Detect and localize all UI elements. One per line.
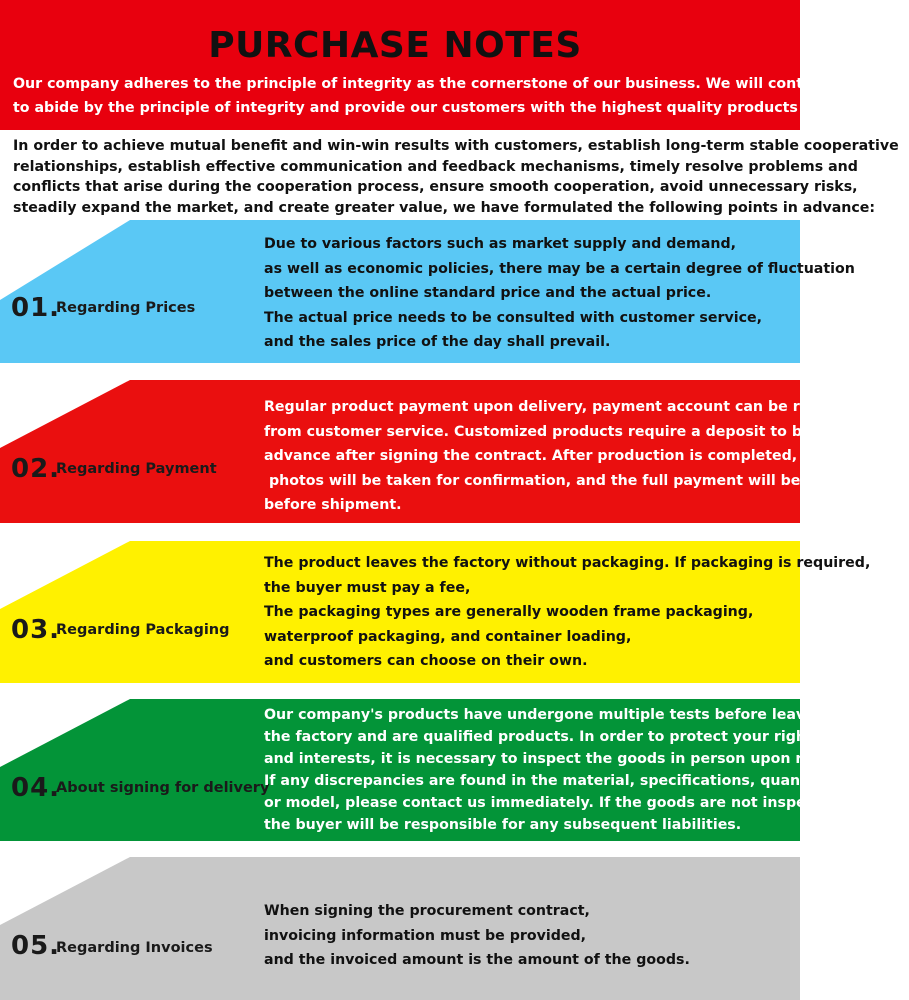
section-line: as well as economic policies, there may be a certain degree of fluctuation <box>264 260 855 277</box>
section-payment <box>0 380 875 523</box>
section-line: photos will be taken for confirmation, and the full payment will be made <box>264 472 850 489</box>
section-number: 05. <box>11 931 61 961</box>
section-line: advance after signing the contract. After production is completed, <box>264 448 798 464</box>
section-line: The actual price needs to be consulted with customer service, <box>264 309 763 326</box>
header-line: Our company adheres to the principle of integrity as the cornerstone of our business. We will continue <box>13 76 838 92</box>
header-line: to abide by the principle of integrity and provide our customers with the highest quality products and services. <box>13 100 909 116</box>
section-line: and customers can choose on their own. <box>264 653 588 669</box>
section-body <box>264 551 871 674</box>
section-packaging <box>0 541 871 683</box>
header-intro <box>13 72 909 120</box>
section-line: If any discrepancies are found in the material, specifications, quantity, <box>264 773 833 789</box>
section-title: Regarding Invoices <box>56 940 213 956</box>
section-body <box>264 395 875 518</box>
section-line: Due to various factors such as market supply and demand, <box>264 236 737 252</box>
section-line: before shipment. <box>264 497 402 513</box>
section-line: between the online standard price and the actual price. <box>264 285 712 301</box>
section-line: Regular product payment upon delivery, payment account can be requested <box>264 399 875 415</box>
section-prices <box>0 220 855 363</box>
section-line: and interests, it is necessary to inspect the goods in person upon receipt. <box>264 751 858 767</box>
section-line: invoicing information must be provided, <box>264 927 587 944</box>
section-number: 03. <box>11 615 61 645</box>
section-body <box>264 899 796 973</box>
section-title: Regarding Payment <box>56 461 217 477</box>
section-line: waterproof packaging, and container loading, <box>264 628 632 645</box>
section-line: the buyer must pay a fee, <box>264 579 471 596</box>
intro-line: steadily expand the market, and create greater value, we have formulated the following points in advance: <box>13 199 876 216</box>
section-line: Our company's products have undergone multiple tests before leaving <box>264 707 831 723</box>
section-line: the buyer will be responsible for any subsequent liabilities. <box>264 817 742 833</box>
intro-line: relationships, establish effective communication and feedback mechanisms, timely resolve problems and <box>13 158 858 175</box>
section-line: The packaging types are generally wooden frame packaging, <box>264 604 754 620</box>
intro-line: In order to achieve mutual benefit and win-win results with customers, establish long-term stable cooperative <box>13 138 899 154</box>
header-banner <box>0 0 909 130</box>
section-line: from customer service. Customized products require a deposit to be paid in <box>264 423 872 440</box>
section-number: 04. <box>11 773 61 803</box>
section-line: When signing the procurement contract, <box>264 903 590 919</box>
section-line: The product leaves the factory without packaging. If packaging is required, <box>264 555 871 571</box>
section-title: Regarding Prices <box>56 300 196 316</box>
section-body <box>264 232 855 355</box>
section-line: and the sales price of the day shall prevail. <box>264 334 611 350</box>
section-delivery <box>0 699 858 841</box>
section-number: 02. <box>11 454 61 484</box>
section-line: or model, please contact us immediately. If the goods are not inspected, <box>264 795 847 811</box>
section-number: 01. <box>11 293 61 323</box>
section-line: and the invoiced amount is the amount of the goods. <box>264 952 690 968</box>
section-title: About signing for delivery <box>56 780 270 796</box>
section-line: the factory and are qualified products. In order to protect your rights <box>264 729 822 745</box>
section-body <box>264 704 858 836</box>
intro-paragraph <box>13 136 899 218</box>
section-invoices <box>0 857 800 1000</box>
intro-line: conflicts that arise during the cooperation process, ensure smooth cooperation, avoid unnecessary risks, <box>13 179 858 195</box>
page-title: PURCHASE NOTES <box>208 25 582 66</box>
section-title: Regarding Packaging <box>56 622 230 638</box>
